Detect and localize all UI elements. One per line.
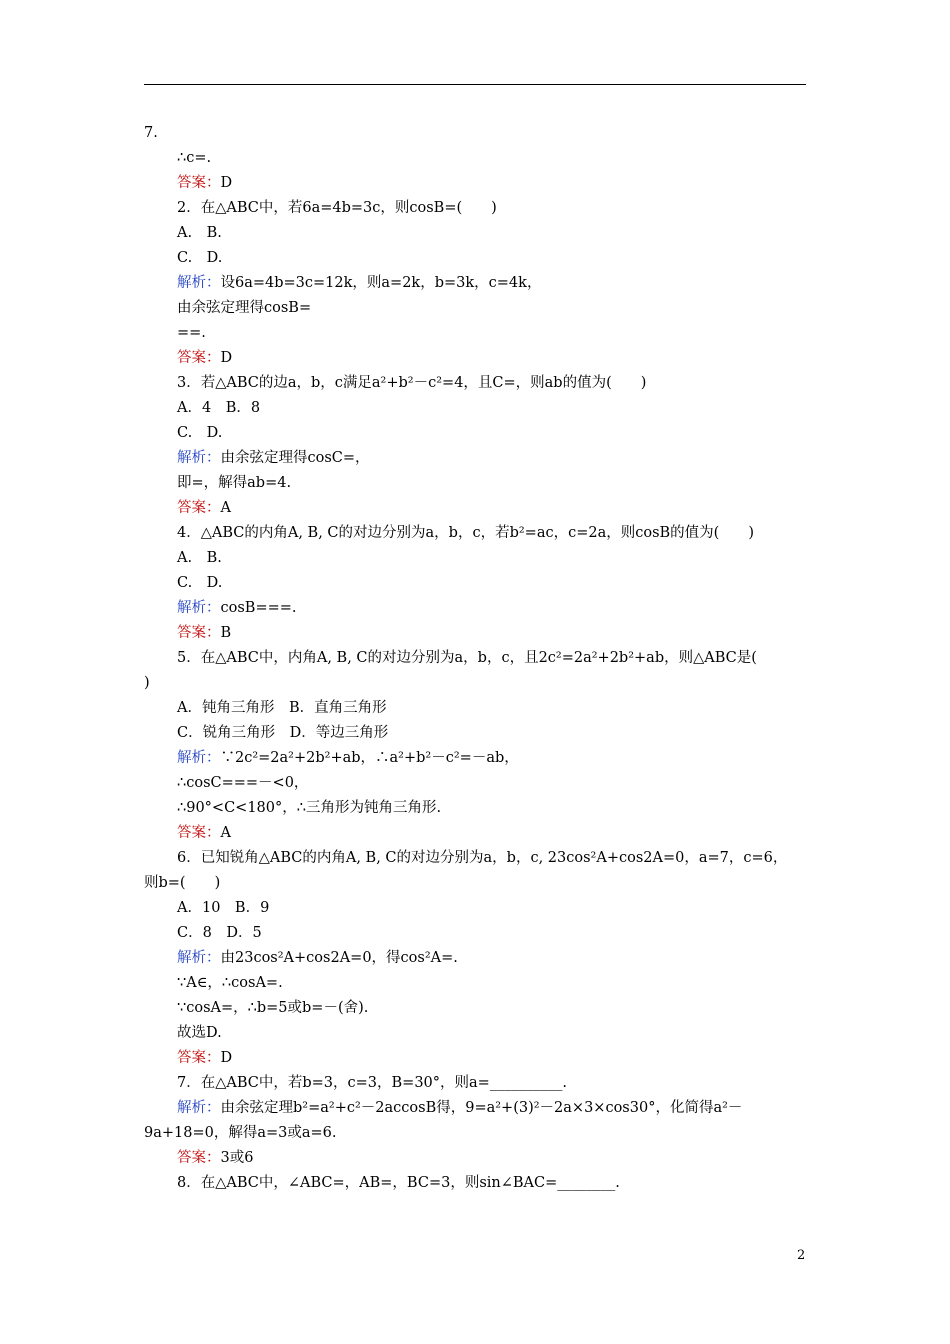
answer-label: 答案： bbox=[177, 500, 221, 516]
question-line: 3．若△ABC的边a，b，c满足a²+b²－c²=4，且C=，则ab的值为( ) bbox=[177, 375, 647, 391]
header-rule bbox=[144, 84, 806, 85]
text-line: 故选D. bbox=[177, 1025, 222, 1041]
answer-line: 答案：D bbox=[177, 175, 233, 191]
text-line: ∴90°<C<180°，∴三角形为钝角三角形. bbox=[177, 800, 442, 816]
answer-line: 答案：D bbox=[177, 1050, 233, 1066]
answer-line: 答案：A bbox=[177, 825, 231, 841]
answer-label: 答案： bbox=[177, 175, 221, 191]
option-line: C. D. bbox=[177, 575, 223, 591]
text-line: ==. bbox=[177, 325, 206, 341]
question-line: 7．在△ABC中，若b=3，c=3，B=30°，则a=__________. bbox=[177, 1075, 567, 1091]
option-line: A. B. bbox=[177, 225, 222, 241]
answer-label: 答案： bbox=[177, 1150, 221, 1166]
analysis-line: 解析：由余弦定理得cosC=， bbox=[177, 450, 370, 466]
question-line-continued: 则b=( ) bbox=[144, 875, 221, 891]
text-line: 由余弦定理得cosB= bbox=[177, 300, 312, 316]
question-line: 5．在△ABC中，内角A, B, C的对边分别为a，b，c，且2c²=2a²+2b²+ab，则△ABC是( bbox=[177, 650, 757, 666]
option-line: C．锐角三角形 D．等边三角形 bbox=[177, 725, 389, 741]
analysis-label: 解析： bbox=[177, 275, 221, 291]
analysis-label: 解析： bbox=[177, 450, 221, 466]
option-line: A．4 B．8 bbox=[177, 400, 261, 416]
option-line: C．8 D．5 bbox=[177, 925, 262, 941]
analysis-label: 解析： bbox=[177, 750, 221, 766]
answer-label: 答案： bbox=[177, 825, 221, 841]
page-number: 2 bbox=[797, 1248, 806, 1263]
question-line: 8．在△ABC中，∠ABC=，AB=，BC=3，则sin∠BAC=________. bbox=[177, 1175, 620, 1191]
text-line: 7. bbox=[144, 125, 158, 141]
analysis-label: 解析： bbox=[177, 950, 221, 966]
answer-line: 答案：B bbox=[177, 625, 232, 641]
option-line: A．钝角三角形 B．直角三角形 bbox=[177, 700, 387, 716]
analysis-label: 解析： bbox=[177, 1100, 221, 1116]
analysis-line: 解析：设6a=4b=3c=12k，则a=2k，b=3k，c=4k， bbox=[177, 275, 542, 291]
analysis-label: 解析： bbox=[177, 600, 221, 616]
analysis-line: 解析：cosB===. bbox=[177, 600, 297, 616]
option-line: A. B. bbox=[177, 550, 222, 566]
text-line: 即=，解得ab=4. bbox=[177, 475, 292, 491]
text-line: 9a+18=0，解得a=3或a=6. bbox=[144, 1125, 337, 1141]
answer-line: 答案：3或6 bbox=[177, 1150, 254, 1166]
option-line: C. D. bbox=[177, 425, 223, 441]
question-line: 4．△ABC的内角A, B, C的对边分别为a，b，c，若b²=ac，c=2a，则cosB的值为( ) bbox=[177, 525, 754, 541]
answer-label: 答案： bbox=[177, 350, 221, 366]
question-line: 2．在△ABC中，若6a=4b=3c，则cosB=( ) bbox=[177, 200, 497, 216]
option-line: A．10 B．9 bbox=[177, 900, 270, 916]
option-line: C. D. bbox=[177, 250, 223, 266]
text-line: ∴cosC===－<0， bbox=[177, 775, 309, 791]
analysis-line: 解析：∵2c²=2a²+2b²+ab，∴a²+b²－c²=－ab， bbox=[177, 750, 519, 766]
question-line: 6．已知锐角△ABC的内角A, B, C的对边分别为a，b，c, 23cos²A+cos2A=0，a=7，c=6， bbox=[177, 850, 788, 866]
question-line-continued: ) bbox=[144, 675, 150, 691]
text-line: ∵A∈，∴cosA=. bbox=[177, 975, 283, 991]
answer-line: 答案：A bbox=[177, 500, 231, 516]
analysis-line: 解析：由23cos²A+cos2A=0，得cos²A=. bbox=[177, 950, 458, 966]
answer-label: 答案： bbox=[177, 1050, 221, 1066]
analysis-line: 解析：由余弦定理b²=a²+c²－2accosB得，9=a²+(3)²－2a×3×cos30°，化简得a²－ bbox=[177, 1100, 743, 1116]
text-line: ∵cosA=，∴b=5或b=－(舍). bbox=[177, 1000, 369, 1016]
answer-label: 答案： bbox=[177, 625, 221, 641]
text-line: ∴c=. bbox=[177, 150, 212, 166]
answer-line: 答案：D bbox=[177, 350, 233, 366]
